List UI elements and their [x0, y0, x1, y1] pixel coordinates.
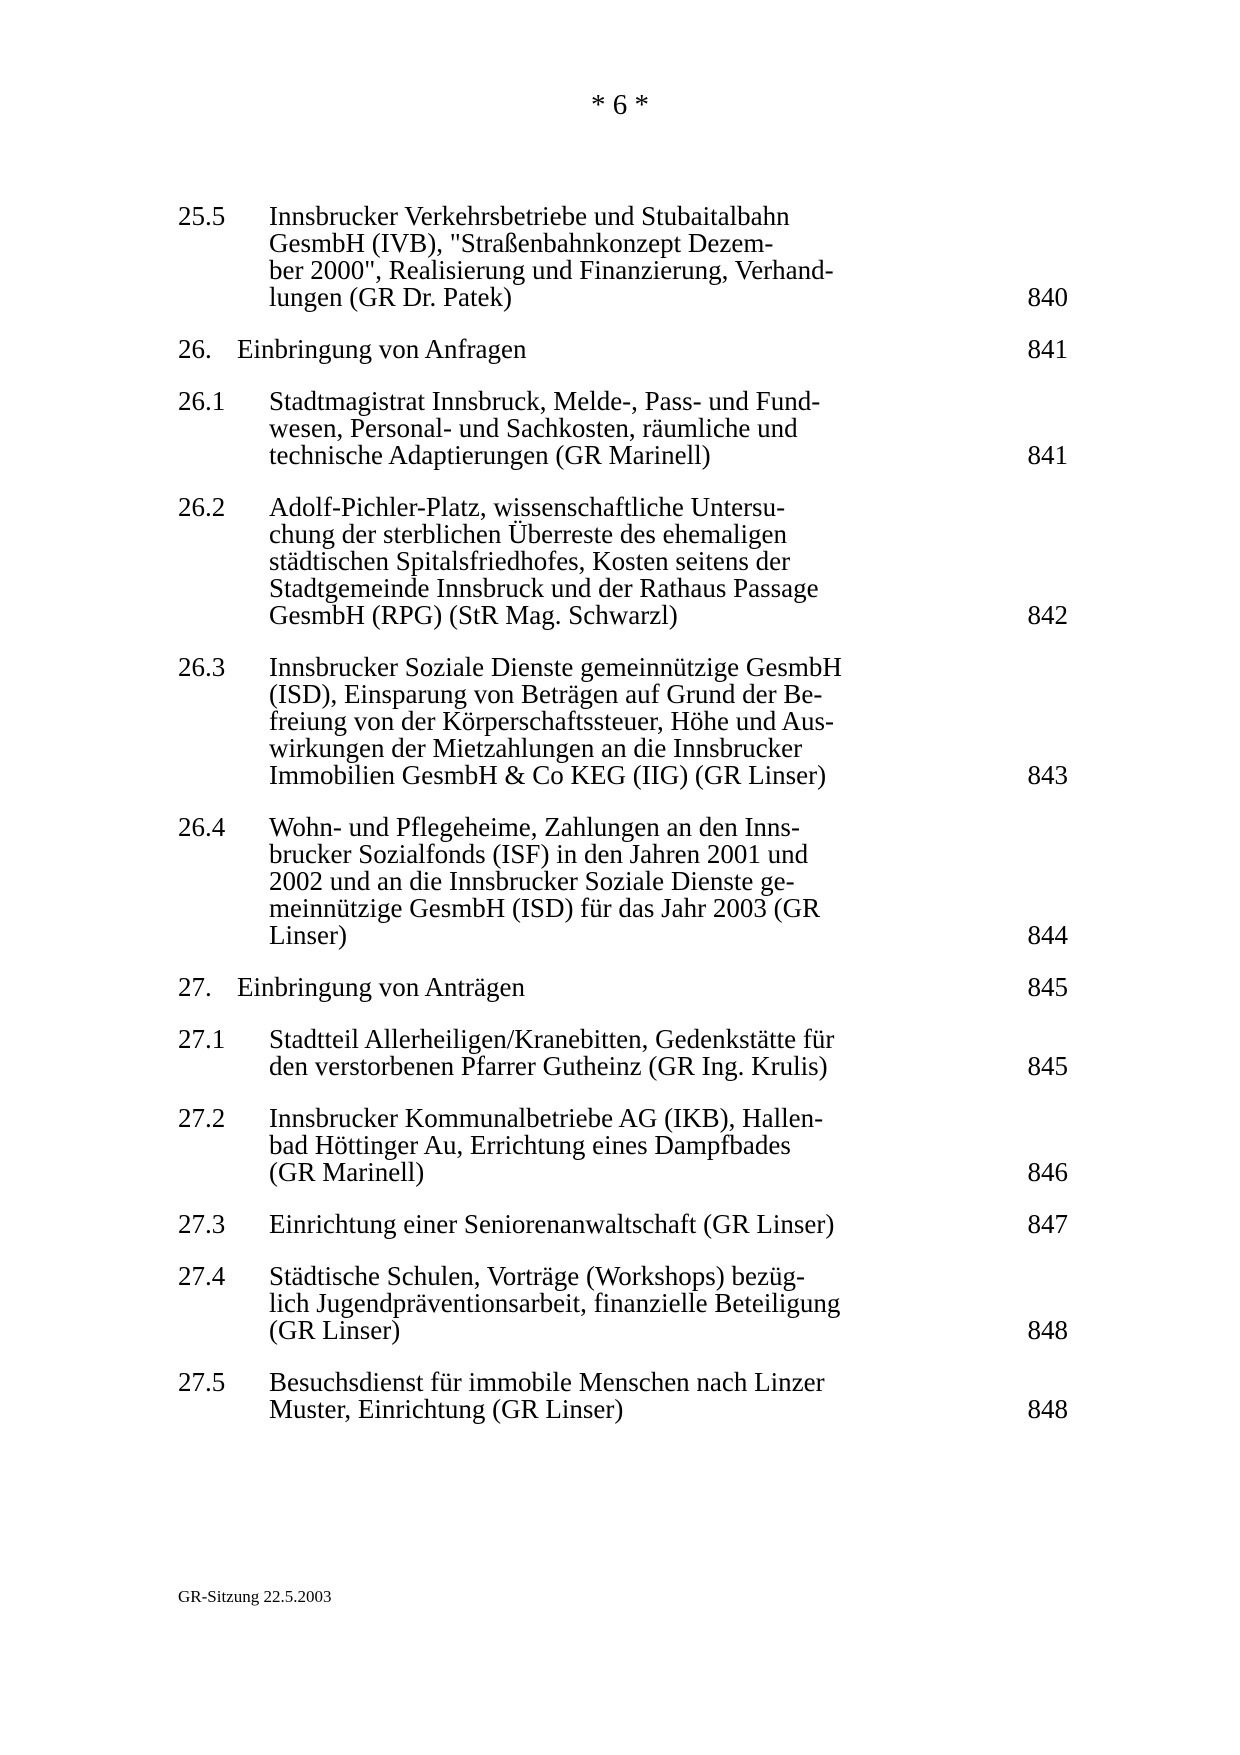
- section-title: Einbringung von Anfragen: [237, 334, 527, 364]
- toc-entry: [178, 388, 1068, 469]
- entry-text-line: Muster, Einrichtung (GR Linser): [269, 1394, 624, 1424]
- entry-text-line: brucker Sozialfonds (ISF) in den Jahren 2001 und: [269, 839, 809, 869]
- entry-number: 27.3: [178, 1209, 226, 1239]
- section-number: 26.: [178, 334, 212, 364]
- entry-text-line: ber 2000", Realisierung und Finanzierung, Verhand-: [269, 255, 834, 285]
- entry-text-line: (GR Linser): [269, 1315, 401, 1345]
- page-reference: 841: [1027, 334, 1068, 364]
- entry-text-line: Einrichtung einer Seniorenanwaltschaft (GR Linser): [269, 1209, 835, 1239]
- entry-number: 27.5: [178, 1367, 226, 1397]
- entry-text-line: lungen (GR Dr. Patek): [269, 282, 512, 312]
- entry-text-line: städtischen Spitalsfriedhofes, Kosten seitens der: [269, 546, 791, 576]
- page-reference: 846: [1027, 1157, 1068, 1187]
- toc-entry: [178, 1369, 1068, 1423]
- entry-text-line: Stadtmagistrat Innsbruck, Melde-, Pass- und Fund-: [269, 386, 821, 416]
- entry-text-line: 2002 und an die Innsbrucker Soziale Dienste ge-: [269, 866, 795, 896]
- toc-entry: [178, 814, 1068, 949]
- entry-text-line: technische Adaptierungen (GR Marinell): [269, 440, 711, 470]
- entry-description: [269, 494, 891, 629]
- entry-text-line: Adolf-Pichler-Platz, wissenschaftliche Untersu-: [269, 492, 786, 522]
- entry-text-line: Innsbrucker Soziale Dienste gemeinnützige GesmbH: [269, 652, 842, 682]
- entry-text-line: Stadtteil Allerheiligen/Kranebitten, Gedenkstätte für: [269, 1024, 835, 1054]
- entry-description: [269, 814, 891, 949]
- entry-text-line: (GR Marinell): [269, 1157, 425, 1187]
- toc-section-heading: [178, 336, 1068, 363]
- entry-text-line: Innsbrucker Verkehrsbetriebe und Stubaitalbahn: [269, 201, 790, 231]
- entry-number: 27.4: [178, 1261, 226, 1291]
- entry-number: 26.2: [178, 492, 226, 522]
- entry-text-line: Städtische Schulen, Vorträge (Workshops) bezüg-: [269, 1261, 805, 1291]
- entry-text-line: wesen, Personal- und Sachkosten, räumliche und: [269, 413, 798, 443]
- entry-number: 25.5: [178, 201, 226, 231]
- entry-text-line: freiung von der Körperschaftssteuer, Höhe und Aus-: [269, 706, 835, 736]
- entry-text-line: Immobilien GesmbH & Co KEG (IIG) (GR Linser): [269, 760, 827, 790]
- table-of-contents: [178, 203, 1068, 1448]
- entry-text-line: Stadtgemeinde Innsbruck und der Rathaus Passage: [269, 573, 819, 603]
- entry-number: 26.3: [178, 652, 226, 682]
- page-reference: 842: [1027, 600, 1068, 630]
- page-reference: 841: [1027, 440, 1068, 470]
- entry-description: [269, 654, 891, 789]
- footer-session-date: GR-Sitzung 22.5.2003: [178, 1587, 332, 1606]
- entry-description: [269, 1211, 891, 1238]
- toc-entry: [178, 203, 1068, 311]
- entry-number: 26.1: [178, 386, 226, 416]
- entry-text-line: (ISD), Einsparung von Beträgen auf Grund der Be-: [269, 679, 823, 709]
- entry-description: [269, 1105, 891, 1186]
- page-reference: 843: [1027, 760, 1068, 790]
- entry-description: [269, 388, 891, 469]
- entry-text-line: lich Jugendpräventionsarbeit, finanzielle Beteiligung: [269, 1288, 841, 1318]
- entry-number: 26.4: [178, 812, 226, 842]
- entry-number: 27.2: [178, 1103, 226, 1133]
- entry-description: [269, 1263, 891, 1344]
- toc-entry: [178, 494, 1068, 629]
- entry-text-line: bad Höttinger Au, Errichtung eines Dampfbades: [269, 1130, 791, 1160]
- entry-description: [269, 1369, 891, 1423]
- section-title: Einbringung von Anträgen: [237, 972, 525, 1002]
- entry-description: [269, 1026, 891, 1080]
- entry-text-line: GesmbH (IVB), "Straßenbahnkonzept Dezem-: [269, 228, 774, 258]
- page-reference: 847: [1027, 1209, 1068, 1239]
- page-reference: 845: [1027, 972, 1068, 1002]
- toc-entry: [178, 1211, 1068, 1238]
- entry-text-line: Besuchsdienst für immobile Menschen nach Linzer: [269, 1367, 825, 1397]
- entry-number: 27.1: [178, 1024, 226, 1054]
- entry-text-line: Wohn- und Pflegeheime, Zahlungen an den Inns-: [269, 812, 800, 842]
- page-reference: 844: [1027, 920, 1068, 950]
- page-number-header: * 6 *: [591, 89, 649, 121]
- page-reference: 848: [1027, 1315, 1068, 1345]
- toc-entry: [178, 654, 1068, 789]
- entry-text-line: chung der sterblichen Überreste des ehemaligen: [269, 519, 788, 549]
- entry-text-line: Innsbrucker Kommunalbetriebe AG (IKB), Hallen-: [269, 1103, 824, 1133]
- page-reference: 840: [1027, 282, 1068, 312]
- toc-section-heading: [178, 974, 1068, 1001]
- page-reference: 848: [1027, 1394, 1068, 1424]
- entry-text-line: den verstorbenen Pfarrer Gutheinz (GR Ing. Krulis): [269, 1051, 828, 1081]
- toc-entry: [178, 1026, 1068, 1080]
- page-reference: 845: [1027, 1051, 1068, 1081]
- entry-text-line: wirkungen der Mietzahlungen an die Innsbrucker: [269, 733, 803, 763]
- entry-text-line: GesmbH (RPG) (StR Mag. Schwarzl): [269, 600, 678, 630]
- toc-entry: [178, 1105, 1068, 1186]
- entry-description: [269, 203, 891, 311]
- toc-entry: [178, 1263, 1068, 1344]
- entry-text-line: Linser): [269, 920, 347, 950]
- entry-text-line: meinnützige GesmbH (ISD) für das Jahr 2003 (GR: [269, 893, 821, 923]
- section-number: 27.: [178, 972, 212, 1002]
